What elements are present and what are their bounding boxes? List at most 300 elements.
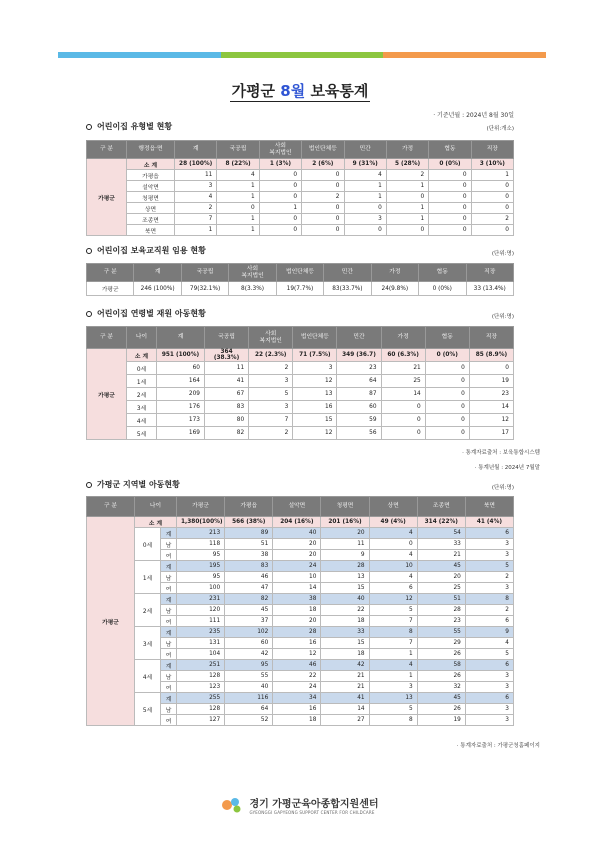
table-row bbox=[87, 181, 514, 192]
table-cell: 14 bbox=[469, 401, 513, 414]
table-row bbox=[87, 225, 514, 236]
table-row bbox=[87, 627, 514, 638]
table-cell: 0 bbox=[302, 214, 344, 225]
header-cell: 직장 bbox=[471, 141, 513, 159]
table-cell: 5 bbox=[465, 649, 513, 660]
base-date: · 기준년월 : 2024년 8월 30일 bbox=[433, 112, 514, 119]
table-cell: 566 (38%) bbox=[225, 517, 273, 528]
table-cell: 0 bbox=[259, 214, 301, 225]
table-cell: 45 bbox=[417, 693, 465, 704]
table-cell: 7 bbox=[249, 414, 293, 427]
table-cell: 4 bbox=[369, 572, 417, 583]
table-cell: 14 bbox=[273, 583, 321, 594]
header-cell: 가평읍 bbox=[225, 497, 273, 517]
table-cell: 21 bbox=[321, 671, 369, 682]
table-cell: 2 (6%) bbox=[302, 159, 344, 170]
table-cell: 16 bbox=[293, 401, 337, 414]
table-cell: 1 bbox=[369, 671, 417, 682]
table-cell: 0 bbox=[425, 401, 469, 414]
header-cell: 가정 bbox=[381, 327, 425, 349]
table-cell: 0 bbox=[471, 181, 513, 192]
table-cell: 20 bbox=[273, 616, 321, 627]
table-cell: 상면 bbox=[127, 203, 175, 214]
table-row bbox=[87, 388, 514, 401]
table-cell: 남 bbox=[161, 605, 177, 616]
table-cell: 0 bbox=[302, 181, 344, 192]
table-cell: 소 계 bbox=[127, 349, 157, 362]
table-cell: 131 bbox=[177, 638, 225, 649]
table-cell: 남 bbox=[161, 572, 177, 583]
table-region-children bbox=[86, 496, 514, 726]
table-cell: 54 bbox=[417, 528, 465, 539]
section-1-title: 어린이집 유형별 현황 bbox=[86, 121, 172, 132]
table-cell: 15 bbox=[321, 638, 369, 649]
table-cell: 0 bbox=[369, 539, 417, 550]
table-cell: 2 bbox=[249, 427, 293, 440]
table-cell: 0 (0%) bbox=[419, 282, 466, 296]
table-cell: 22 bbox=[321, 605, 369, 616]
logo-mark-icon bbox=[221, 796, 243, 814]
table-cell: 29 bbox=[417, 638, 465, 649]
table-cell: 북면 bbox=[127, 225, 175, 236]
header-row bbox=[87, 497, 514, 517]
table-row bbox=[87, 362, 514, 375]
table-cell: 49 (4%) bbox=[369, 517, 417, 528]
table-cell: 173 bbox=[157, 414, 205, 427]
table-cell: 40 bbox=[273, 528, 321, 539]
table-cell: 28 (100%) bbox=[175, 159, 217, 170]
table-cell: 4 bbox=[369, 660, 417, 671]
table-cell: 18 bbox=[321, 649, 369, 660]
table-cell: 19 bbox=[417, 715, 465, 726]
table-cell: 18 bbox=[273, 715, 321, 726]
table-cell: 청평면 bbox=[127, 192, 175, 203]
table-cell: 8(3.3%) bbox=[229, 282, 276, 296]
table-cell: 3 bbox=[249, 375, 293, 388]
table-cell: 4 bbox=[175, 192, 217, 203]
table-cell: 13 bbox=[369, 693, 417, 704]
table-cell: 3 bbox=[465, 583, 513, 594]
table-cell: 32 bbox=[417, 682, 465, 693]
table-cell: 204 (16%) bbox=[273, 517, 321, 528]
table-cell: 1 bbox=[175, 225, 217, 236]
table-cell: 1 bbox=[217, 181, 259, 192]
table-cell: 1 bbox=[386, 181, 428, 192]
header-cell: 협동 bbox=[419, 264, 466, 282]
table-cell: 20 bbox=[321, 528, 369, 539]
header-cell: 구 분 bbox=[87, 264, 134, 282]
table-cell: 364 (38.3%) bbox=[205, 349, 249, 362]
table-cell: 89 bbox=[225, 528, 273, 539]
table-cell: 3 bbox=[465, 671, 513, 682]
table-cell: 1 bbox=[217, 225, 259, 236]
bullet-icon bbox=[86, 311, 92, 317]
header-cell: 법인단체등 bbox=[276, 264, 323, 282]
table-cell: 951 (100%) bbox=[157, 349, 205, 362]
group-cell: 가평군 bbox=[87, 517, 135, 726]
table-cell: 0 bbox=[429, 192, 471, 203]
table-cell: 83 bbox=[225, 561, 273, 572]
table-cell: 0 bbox=[425, 414, 469, 427]
table-cell: 여 bbox=[161, 583, 177, 594]
header-cell: 직장 bbox=[466, 264, 514, 282]
table-cell: 2 bbox=[465, 605, 513, 616]
table-cell: 0 bbox=[469, 362, 513, 375]
table-cell: 23 bbox=[417, 616, 465, 627]
table-cell: 231 bbox=[177, 594, 225, 605]
header-cell: 구 분 bbox=[87, 141, 127, 159]
header-cell: 나이 bbox=[135, 497, 177, 517]
table-cell: 27 bbox=[321, 715, 369, 726]
subtotal-row bbox=[87, 517, 514, 528]
table-cell: 8 bbox=[369, 715, 417, 726]
header-cell: 국공립 bbox=[217, 141, 259, 159]
table-cell: 314 (22%) bbox=[417, 517, 465, 528]
header-cell: 계 bbox=[134, 264, 181, 282]
table-cell: 4세 bbox=[127, 414, 157, 427]
table-cell: 213 bbox=[177, 528, 225, 539]
header-cell: 법인단체등 bbox=[302, 141, 344, 159]
table-row bbox=[87, 203, 514, 214]
table-cell: 6 bbox=[465, 693, 513, 704]
table-cell: 85 (8.9%) bbox=[469, 349, 513, 362]
table-row bbox=[87, 192, 514, 203]
table-cell: 남 bbox=[161, 704, 177, 715]
table-row bbox=[87, 528, 514, 539]
table-cell: 10 bbox=[273, 572, 321, 583]
section-2-title: 어린이집 보육교직원 임용 현황 bbox=[86, 245, 206, 256]
table-cell: 28 bbox=[321, 561, 369, 572]
table-cell: 0 bbox=[429, 170, 471, 181]
table-cell: 51 bbox=[225, 539, 273, 550]
table-cell: 2 bbox=[386, 170, 428, 181]
table-cell: 2 bbox=[471, 214, 513, 225]
table-cell: 24 bbox=[273, 561, 321, 572]
table-cell: 5 bbox=[465, 561, 513, 572]
table-cell: 1 bbox=[217, 192, 259, 203]
table-cell: 10 bbox=[369, 561, 417, 572]
table-cell: 164 bbox=[157, 375, 205, 388]
table-cell: 13 bbox=[293, 388, 337, 401]
table-cell: 1 bbox=[471, 170, 513, 181]
table-cell: 255 bbox=[177, 693, 225, 704]
table-cell: 41 bbox=[205, 375, 249, 388]
table-cell: 64 bbox=[337, 375, 381, 388]
table-cell: 22 (2.3%) bbox=[249, 349, 293, 362]
table-cell: 3 bbox=[465, 704, 513, 715]
table-cell: 12 bbox=[273, 649, 321, 660]
table-cell: 0 bbox=[429, 214, 471, 225]
table-cell: 195 bbox=[177, 561, 225, 572]
table-cell: 12 bbox=[293, 427, 337, 440]
table-cell: 251 bbox=[177, 660, 225, 671]
bullet-icon bbox=[86, 482, 92, 488]
table-cell: 0 bbox=[381, 401, 425, 414]
table-cell: 9 bbox=[465, 627, 513, 638]
top-color-bar bbox=[58, 52, 546, 58]
age-cell: 4세 bbox=[135, 660, 161, 693]
table-cell: 4 bbox=[369, 550, 417, 561]
table-cell: 1 bbox=[259, 203, 301, 214]
table-cell: 60 bbox=[157, 362, 205, 375]
table-cell: 60 bbox=[337, 401, 381, 414]
table-cell: 0 bbox=[259, 181, 301, 192]
table-cell: 9 (31%) bbox=[344, 159, 386, 170]
table-cell: 24 bbox=[273, 682, 321, 693]
table-cell: 0 bbox=[471, 203, 513, 214]
table-row bbox=[87, 170, 514, 181]
table-cell: 0 bbox=[425, 388, 469, 401]
group-cell: 가평군 bbox=[87, 349, 127, 440]
table-cell: 19 bbox=[469, 375, 513, 388]
table-cell: 46 bbox=[225, 572, 273, 583]
table-cell: 95 bbox=[225, 660, 273, 671]
table-cell: 0 bbox=[429, 181, 471, 192]
table-cell: 37 bbox=[225, 616, 273, 627]
table-cell: 0 bbox=[344, 225, 386, 236]
table-cell: 23 bbox=[469, 388, 513, 401]
table-cell: 22 bbox=[273, 671, 321, 682]
table-row bbox=[87, 375, 514, 388]
header-cell: 가평군 bbox=[177, 497, 225, 517]
logo-main-text: 경기 가평군육아종합지원센터 bbox=[249, 799, 379, 810]
section-3-source: · 통계자료출처 : 보육통합시스템 bbox=[462, 450, 540, 456]
table-cell: 1,380(100%) bbox=[177, 517, 225, 528]
table-cell: 소 계 bbox=[135, 517, 177, 528]
table-cell: 2 bbox=[249, 362, 293, 375]
table-cell: 5 (28%) bbox=[386, 159, 428, 170]
header-row bbox=[87, 141, 514, 159]
table-cell: 계 bbox=[161, 561, 177, 572]
header-cell: 민간 bbox=[337, 327, 381, 349]
header-cell: 구 분 bbox=[87, 497, 135, 517]
table-cell: 46 bbox=[273, 660, 321, 671]
header-cell: 국공립 bbox=[181, 264, 228, 282]
table-cell: 40 bbox=[225, 682, 273, 693]
table-cell: 82 bbox=[225, 594, 273, 605]
table-cell: 5 bbox=[369, 605, 417, 616]
table-cell: 1 bbox=[386, 203, 428, 214]
header-cell: 조종면 bbox=[417, 497, 465, 517]
header-cell: 사회 복지법인 bbox=[259, 141, 301, 159]
table-cell: 52 bbox=[225, 715, 273, 726]
table-cell: 3 bbox=[369, 682, 417, 693]
header-cell: 민간 bbox=[344, 141, 386, 159]
table-cell: 3 bbox=[465, 539, 513, 550]
header-cell: 가정 bbox=[386, 141, 428, 159]
table-cell: 120 bbox=[177, 605, 225, 616]
table-cell: 87 bbox=[337, 388, 381, 401]
table-cell: 0 bbox=[217, 203, 259, 214]
table-cell: 58 bbox=[417, 660, 465, 671]
table-cell: 25 bbox=[381, 375, 425, 388]
bullet-icon bbox=[86, 124, 92, 130]
section-2-unit: (단위:명) bbox=[491, 251, 514, 257]
table-cell: 176 bbox=[157, 401, 205, 414]
section-3-unit: (단위:명) bbox=[491, 314, 514, 320]
table-cell: 여 bbox=[161, 715, 177, 726]
section-1-unit: (단위:개소) bbox=[486, 126, 514, 132]
table-cell: 20 bbox=[273, 550, 321, 561]
table-cell: 104 bbox=[177, 649, 225, 660]
table-cell: 0 bbox=[471, 192, 513, 203]
table-cell: 0 (0%) bbox=[425, 349, 469, 362]
table-cell: 3 bbox=[465, 682, 513, 693]
table-row bbox=[87, 427, 514, 440]
table-cell: 1 bbox=[217, 214, 259, 225]
table-cell: 여 bbox=[161, 550, 177, 561]
table-cell: 349 (36.7) bbox=[337, 349, 381, 362]
table-cell: 42 bbox=[225, 649, 273, 660]
table-cell: 설악면 bbox=[127, 181, 175, 192]
table-cell: 33 (13.4%) bbox=[466, 282, 514, 296]
table-cell: 0 bbox=[381, 427, 425, 440]
table-cell: 5 bbox=[369, 704, 417, 715]
header-cell: 가정 bbox=[371, 264, 418, 282]
table-row bbox=[87, 214, 514, 225]
table-cell: 남 bbox=[161, 539, 177, 550]
table-cell: 40 bbox=[321, 594, 369, 605]
table-cell: 123 bbox=[177, 682, 225, 693]
table-cell: 4 bbox=[217, 170, 259, 181]
subtotal-row bbox=[87, 349, 514, 362]
table-cell: 41 bbox=[321, 693, 369, 704]
top-bar-orange bbox=[383, 52, 546, 58]
table-cell: 0 bbox=[302, 203, 344, 214]
table-cell: 21 bbox=[381, 362, 425, 375]
table-cell: 3 (10%) bbox=[471, 159, 513, 170]
table-cell: 계 bbox=[161, 627, 177, 638]
table-cell: 0 bbox=[259, 225, 301, 236]
table-cell: 42 bbox=[321, 660, 369, 671]
table-cell: 12 bbox=[293, 375, 337, 388]
table-cell: 28 bbox=[417, 605, 465, 616]
table-cell: 3 bbox=[465, 715, 513, 726]
age-cell: 0세 bbox=[135, 528, 161, 561]
header-cell: 계 bbox=[157, 327, 205, 349]
header-cell: 북면 bbox=[465, 497, 513, 517]
table-cell: 가평읍 bbox=[127, 170, 175, 181]
table-cell: 17 bbox=[469, 427, 513, 440]
header-cell: 협동 bbox=[429, 141, 471, 159]
header-cell: 계 bbox=[175, 141, 217, 159]
table-cell: 64 bbox=[225, 704, 273, 715]
table-cell: 0 bbox=[429, 203, 471, 214]
header-row bbox=[87, 264, 514, 282]
table-cell: 60 bbox=[225, 638, 273, 649]
table-cell: 여 bbox=[161, 616, 177, 627]
header-cell: 민간 bbox=[324, 264, 371, 282]
table-cell: 83 bbox=[205, 401, 249, 414]
header-cell: 구 분 bbox=[87, 327, 127, 349]
header-cell: 행정읍·면 bbox=[127, 141, 175, 159]
table-cell: 23 bbox=[337, 362, 381, 375]
table-cell: 7 bbox=[369, 616, 417, 627]
section-4-title: 가평군 지역별 아동현황 bbox=[86, 479, 180, 490]
table-cell: 26 bbox=[417, 671, 465, 682]
table-cell: 3세 bbox=[127, 401, 157, 414]
table-cell: 7 bbox=[369, 638, 417, 649]
table-cell: 0 bbox=[425, 427, 469, 440]
table-cell: 소 계 bbox=[127, 159, 175, 170]
table-cell: 55 bbox=[417, 627, 465, 638]
table-cell: 67 bbox=[205, 388, 249, 401]
table-cell: 95 bbox=[177, 550, 225, 561]
table-cell: 71 (7.5%) bbox=[293, 349, 337, 362]
table-cell: 6 bbox=[465, 660, 513, 671]
table-cell: 25 bbox=[417, 583, 465, 594]
table-cell: 15 bbox=[321, 583, 369, 594]
table-cell: 0 bbox=[386, 192, 428, 203]
logo-sub-text: GYEONGGI GAPYEONG SUPPORT CENTER FOR CHILDCARE bbox=[249, 810, 375, 815]
table-cell: 14 bbox=[321, 704, 369, 715]
section-3-title: 어린이집 연령별 재원 아동현황 bbox=[86, 308, 206, 319]
table-cell: 4 bbox=[465, 638, 513, 649]
top-bar-blue bbox=[58, 52, 221, 58]
table-cell: 127 bbox=[177, 715, 225, 726]
table-cell: 0 bbox=[381, 414, 425, 427]
table-cell: 0 bbox=[259, 192, 301, 203]
table-cell: 80 bbox=[205, 414, 249, 427]
table-cell: 3 bbox=[249, 401, 293, 414]
table-cell: 33 bbox=[417, 539, 465, 550]
table-cell: 20 bbox=[417, 572, 465, 583]
group-cell: 가평군 bbox=[87, 159, 127, 236]
table-cell: 2 bbox=[175, 203, 217, 214]
table-cell: 3 bbox=[344, 214, 386, 225]
table-cell: 0 (0%) bbox=[429, 159, 471, 170]
table-cell: 41 (4%) bbox=[465, 517, 513, 528]
table-cell: 28 bbox=[273, 627, 321, 638]
table-cell: 38 bbox=[273, 594, 321, 605]
table-cell: 26 bbox=[417, 704, 465, 715]
table-cell: 3 bbox=[293, 362, 337, 375]
table-cell: 9 bbox=[321, 550, 369, 561]
table-cell: 18 bbox=[273, 605, 321, 616]
table-cell: 60 (6.3%) bbox=[381, 349, 425, 362]
table-cell: 여 bbox=[161, 682, 177, 693]
table-cell: 118 bbox=[177, 539, 225, 550]
table-cell: 11 bbox=[205, 362, 249, 375]
table-cell: 3 bbox=[465, 550, 513, 561]
table-cell: 16 bbox=[273, 704, 321, 715]
subtotal-row bbox=[87, 159, 514, 170]
table-cell: 19(7.7%) bbox=[276, 282, 323, 296]
table-cell: 2 bbox=[302, 192, 344, 203]
table-cell: 79(32.1%) bbox=[181, 282, 228, 296]
table-cell: 59 bbox=[337, 414, 381, 427]
table-cell: 남 bbox=[161, 638, 177, 649]
header-cell: 나이 bbox=[127, 327, 157, 349]
table-cell: 16 bbox=[273, 638, 321, 649]
table-row bbox=[87, 561, 514, 572]
table-cell: 209 bbox=[157, 388, 205, 401]
table-cell: 계 bbox=[161, 528, 177, 539]
table-cell: 8 (22%) bbox=[217, 159, 259, 170]
age-cell: 3세 bbox=[135, 627, 161, 660]
table-cell: 7 bbox=[175, 214, 217, 225]
table-cell: 8 bbox=[369, 627, 417, 638]
bullet-icon bbox=[86, 248, 92, 254]
header-cell: 상면 bbox=[369, 497, 417, 517]
age-cell: 5세 bbox=[135, 693, 161, 726]
table-cell: 5 bbox=[249, 388, 293, 401]
table-cell: 56 bbox=[337, 427, 381, 440]
table-cell: 128 bbox=[177, 704, 225, 715]
table-cell: 4 bbox=[369, 528, 417, 539]
table-row bbox=[87, 414, 514, 427]
table-cell: 45 bbox=[417, 561, 465, 572]
